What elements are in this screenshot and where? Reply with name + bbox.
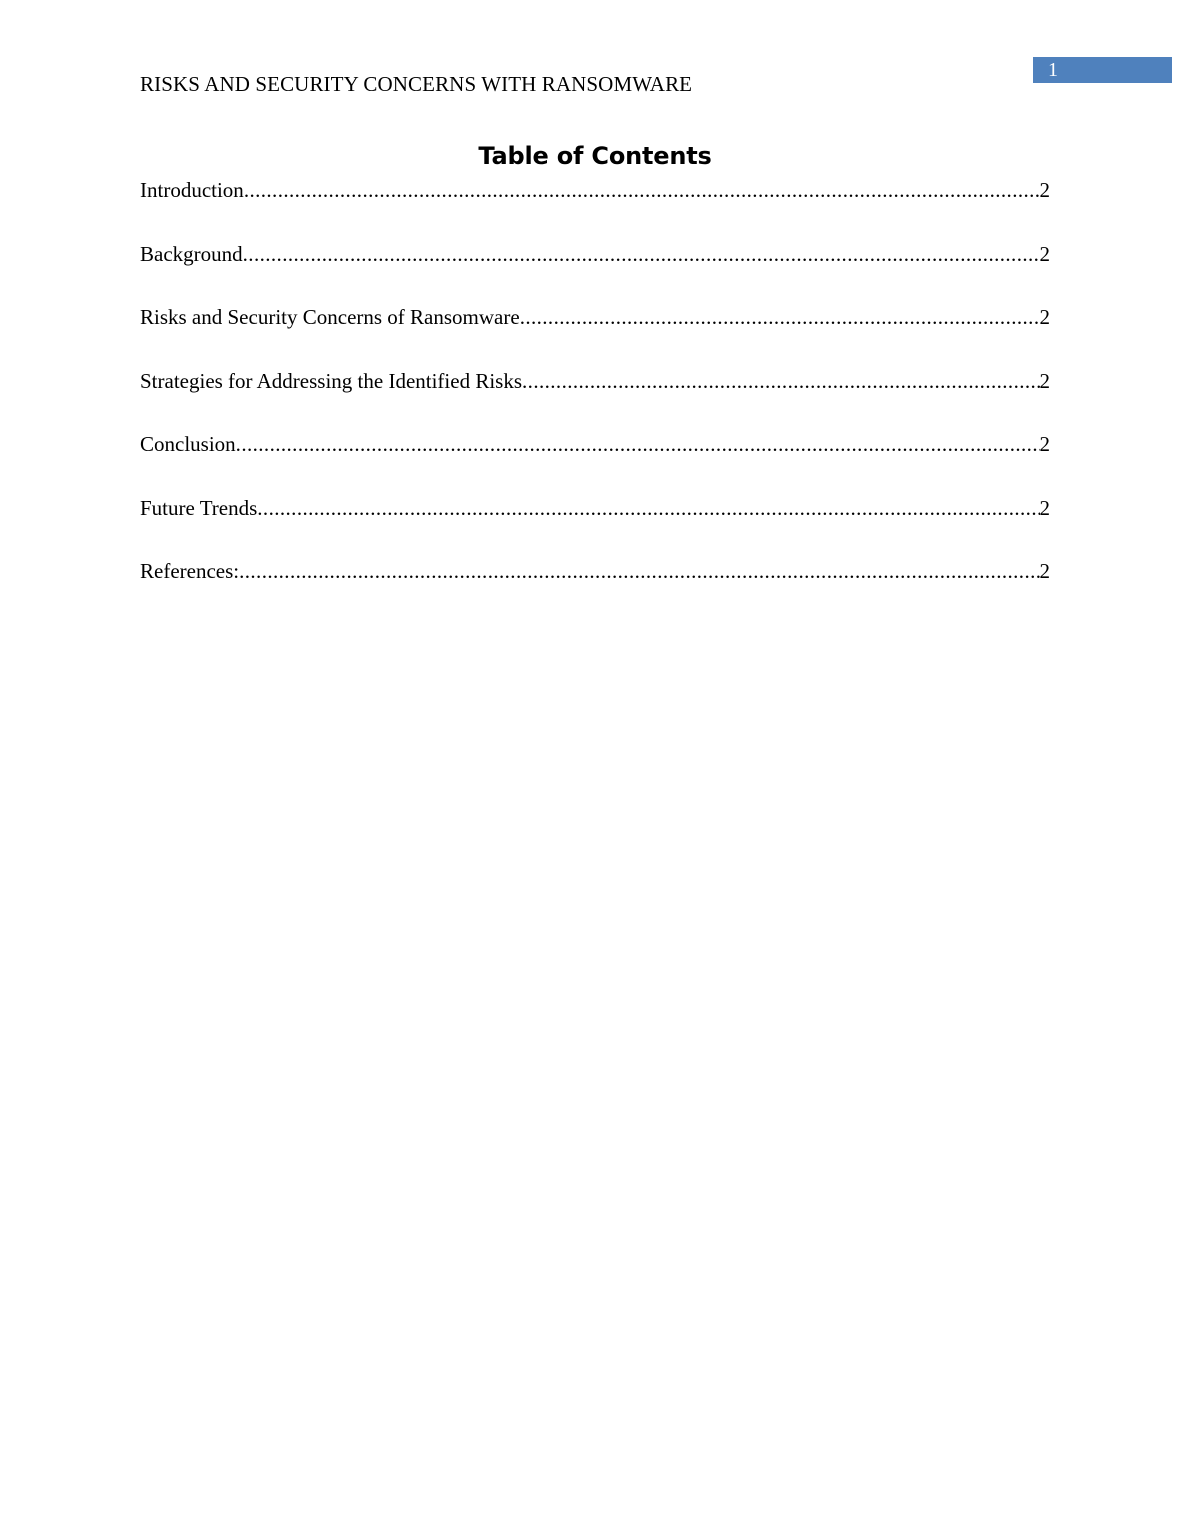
- toc-dot-leader: [244, 176, 1040, 204]
- toc-entry-references[interactable]: [140, 557, 1050, 621]
- toc-title: Table of Contents: [478, 142, 712, 170]
- toc-entry-conclusion[interactable]: [140, 430, 1050, 494]
- toc-entry-strategies[interactable]: [140, 367, 1050, 431]
- toc-entry-page: 2: [1039, 495, 1050, 520]
- toc-dot-leader: [236, 430, 1040, 458]
- page-number-badge: [1033, 57, 1172, 83]
- toc-dot-leader: [522, 367, 1039, 395]
- toc-entry-page: 2: [1039, 559, 1050, 583]
- toc-dot-leader: [520, 303, 1040, 331]
- toc-entry-label: Conclusion: [140, 432, 236, 456]
- toc-entry-page: 2: [1039, 178, 1050, 202]
- page-number: 1: [1048, 59, 1058, 81]
- toc-entry-risks[interactable]: [140, 303, 1050, 367]
- toc-entry-label: Future Trends: [140, 495, 258, 520]
- toc-dot-leader: [239, 557, 1039, 585]
- toc-dot-leader: [257, 494, 1039, 522]
- toc-entry-label: Background: [140, 241, 243, 266]
- toc-entry-page: 2: [1039, 368, 1050, 393]
- toc-entry-label: Strategies for Addressing the Identified Risks: [140, 368, 523, 393]
- toc-dot-leader: [243, 240, 1040, 268]
- toc-entry-future-trends[interactable]: [140, 494, 1050, 558]
- running-head: RISKS AND SECURITY CONCERNS WITH RANSOMWARE: [140, 72, 693, 96]
- table-of-contents: [140, 176, 1050, 621]
- toc-entry-label: Risks and Security Concerns of Ransomware: [140, 305, 520, 329]
- toc-entry-background[interactable]: [140, 240, 1050, 304]
- toc-entry-page: 2: [1039, 241, 1050, 266]
- toc-entry-introduction[interactable]: [140, 176, 1050, 240]
- toc-entry-page: 2: [1039, 305, 1050, 329]
- toc-entry-label: Introduction: [140, 178, 244, 202]
- toc-entry-label: References:: [140, 559, 240, 583]
- toc-entry-page: 2: [1039, 432, 1050, 456]
